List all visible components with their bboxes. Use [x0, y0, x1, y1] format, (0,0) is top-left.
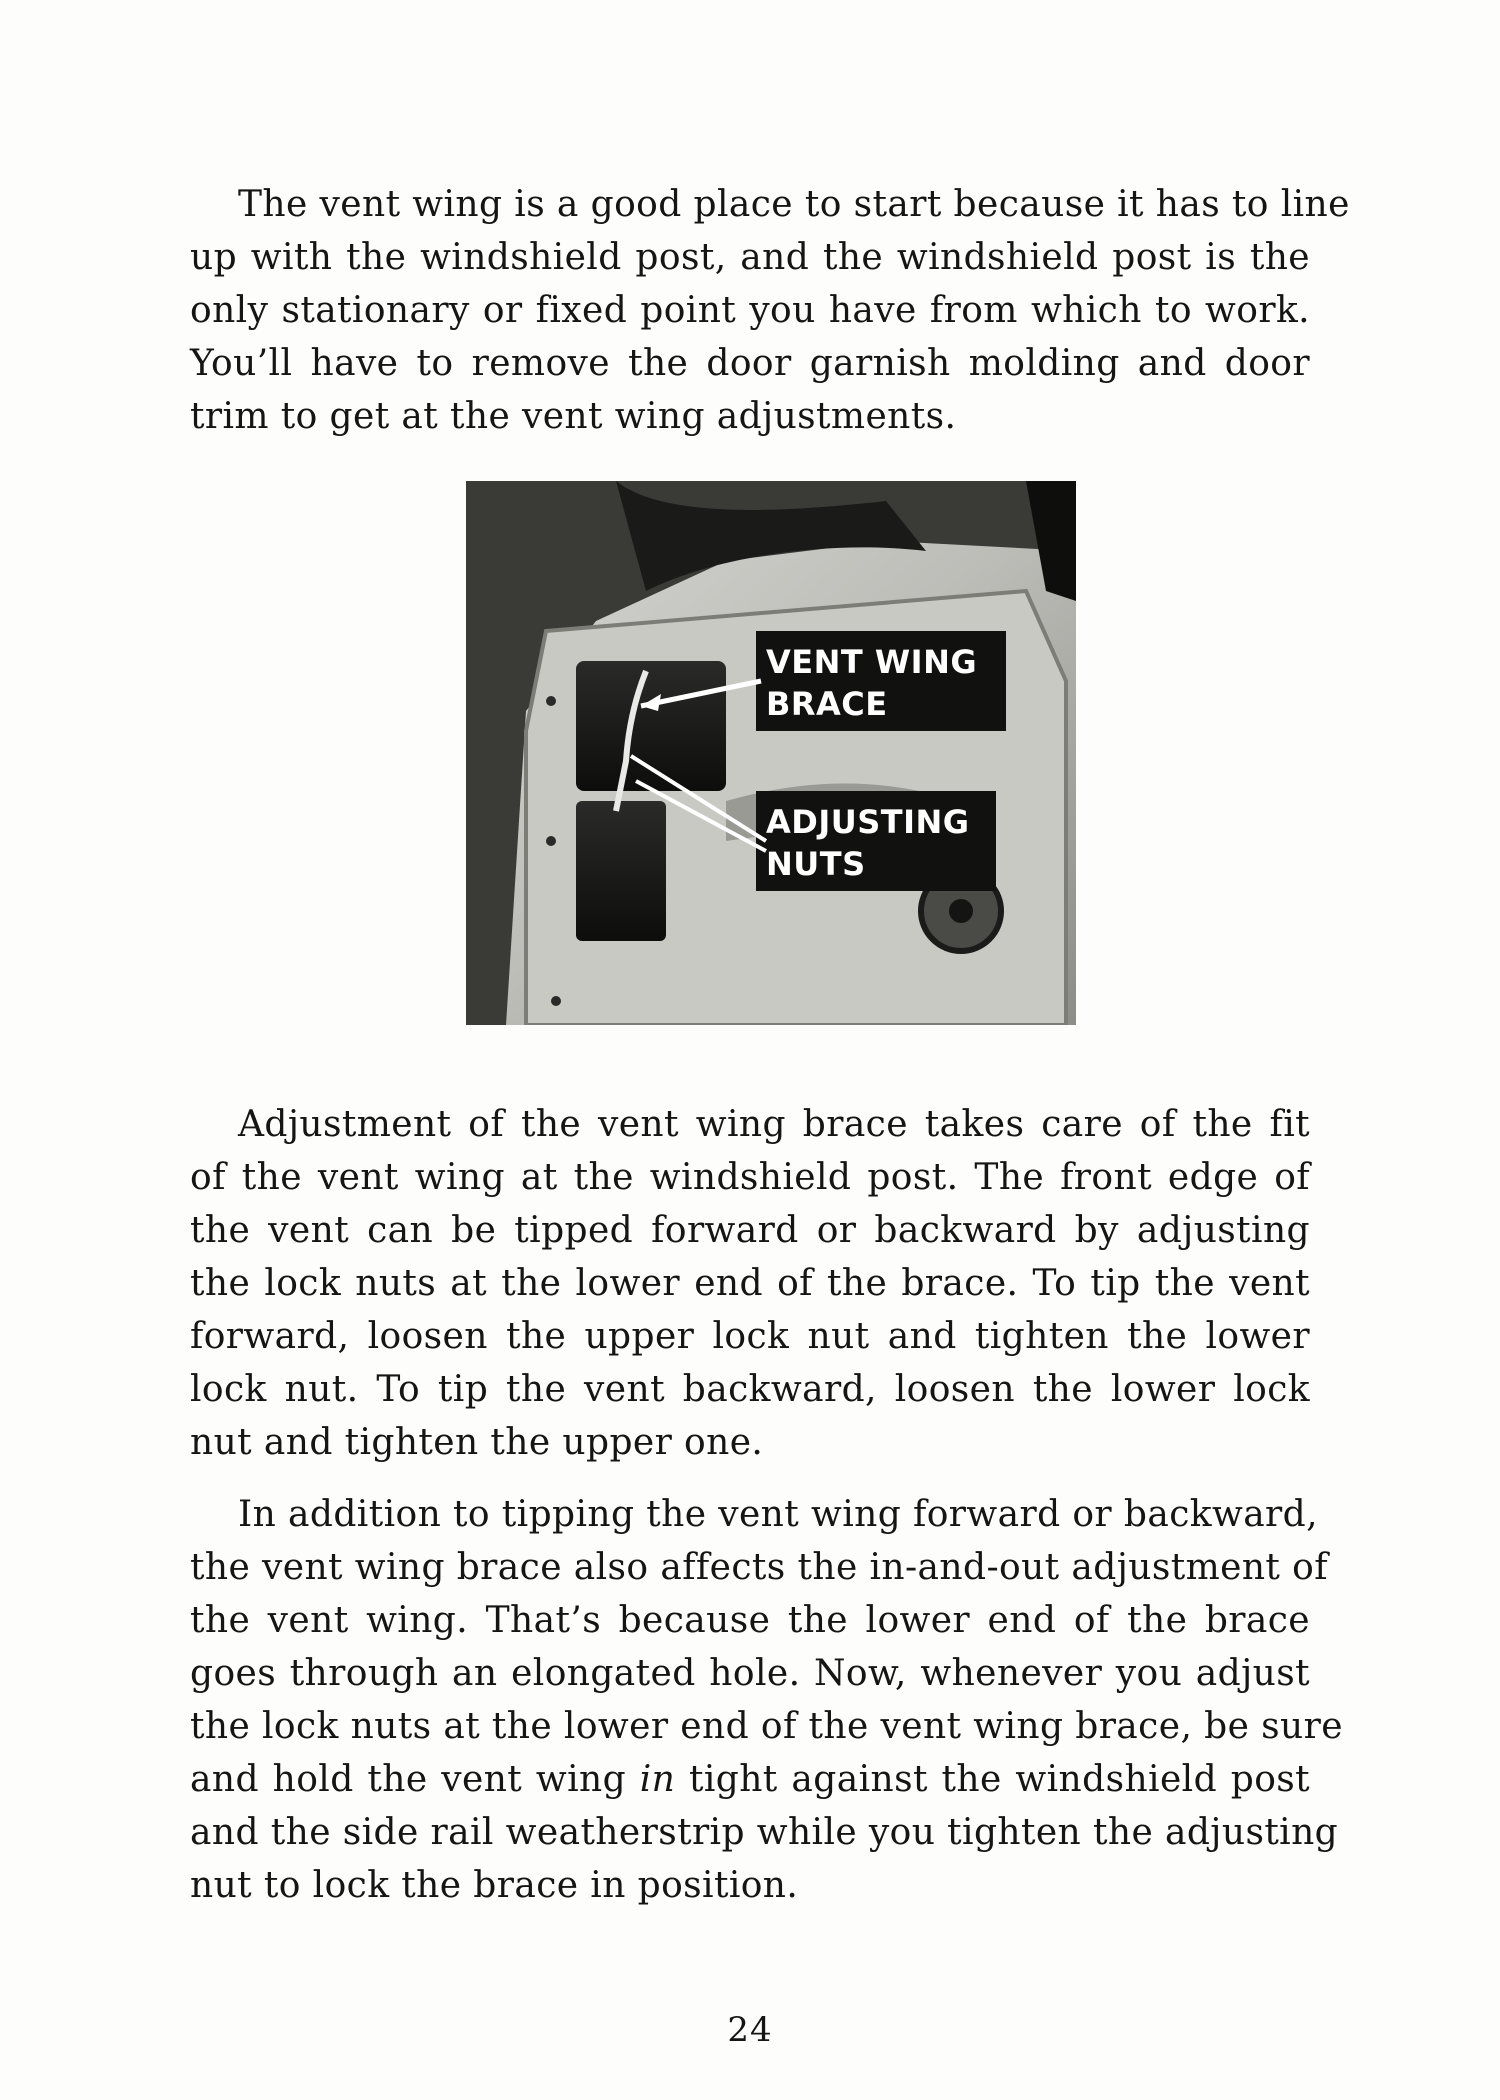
regulator-hub	[949, 899, 973, 923]
text-line: lock nut. To tip the vent backward, loosen the lower lock	[190, 1369, 1310, 1410]
paragraph-brace-adjustment	[190, 1098, 1310, 1469]
text-line: In addition to tipping the vent wing forward or backward,	[238, 1494, 1318, 1535]
callout-nuts-line-2: NUTS	[766, 845, 866, 883]
text-run: and hold the vent wing	[190, 1759, 627, 1800]
emphasis-text: in	[639, 1759, 676, 1800]
rivet	[551, 996, 561, 1006]
text-line: the vent wing brace also affects the in-and-out adjustment of	[190, 1547, 1328, 1588]
callout-nuts-line-1: ADJUSTING	[766, 803, 970, 841]
text-line: nut to lock the brace in position.	[190, 1865, 799, 1906]
lower-opening	[576, 801, 666, 941]
text-line: goes through an elongated hole. Now, whenever you adjust	[190, 1653, 1310, 1694]
text-line: You’ll have to remove the door garnish molding and door	[190, 343, 1310, 384]
page-number: 24	[727, 2010, 773, 2050]
text-line: only stationary or fixed point you have from which to work.	[190, 290, 1310, 331]
paragraph-intro	[190, 178, 1350, 443]
text-line: and the side rail weatherstrip while you tighten the adjusting	[190, 1812, 1339, 1853]
upper-opening	[576, 661, 726, 791]
text-line	[190, 1753, 1310, 1806]
text-line: nut and tighten the upper one.	[190, 1422, 764, 1463]
rivet	[546, 836, 556, 846]
text-line: the vent can be tipped forward or backward by adjusting	[190, 1210, 1310, 1251]
text-run: tight against the windshield post	[689, 1759, 1311, 1800]
text-line: the vent wing. That’s because the lower end of the brace	[190, 1600, 1310, 1641]
rivet	[546, 696, 556, 706]
text-line: trim to get at the vent wing adjustments.	[190, 396, 957, 437]
text-line: the lock nuts at the lower end of the brace. To tip the vent	[190, 1263, 1310, 1304]
text-line: the lock nuts at the lower end of the vent wing brace, be sure	[190, 1706, 1343, 1747]
text-line: up with the windshield post, and the windshield post is the	[190, 237, 1310, 278]
paragraph-in-and-out	[190, 1488, 1343, 1912]
text-line: of the vent wing at the windshield post. The front edge of	[190, 1157, 1310, 1198]
vent-wing-photo	[466, 481, 1076, 1025]
text-line: Adjustment of the vent wing brace takes care of the fit	[238, 1104, 1310, 1145]
callout-vent-line-2: BRACE	[766, 685, 888, 723]
text-line: The vent wing is a good place to start because it has to line	[238, 184, 1350, 225]
callout-vent-line-1: VENT WING	[766, 643, 978, 681]
text-line: forward, loosen the upper lock nut and tighten the lower	[190, 1316, 1310, 1357]
